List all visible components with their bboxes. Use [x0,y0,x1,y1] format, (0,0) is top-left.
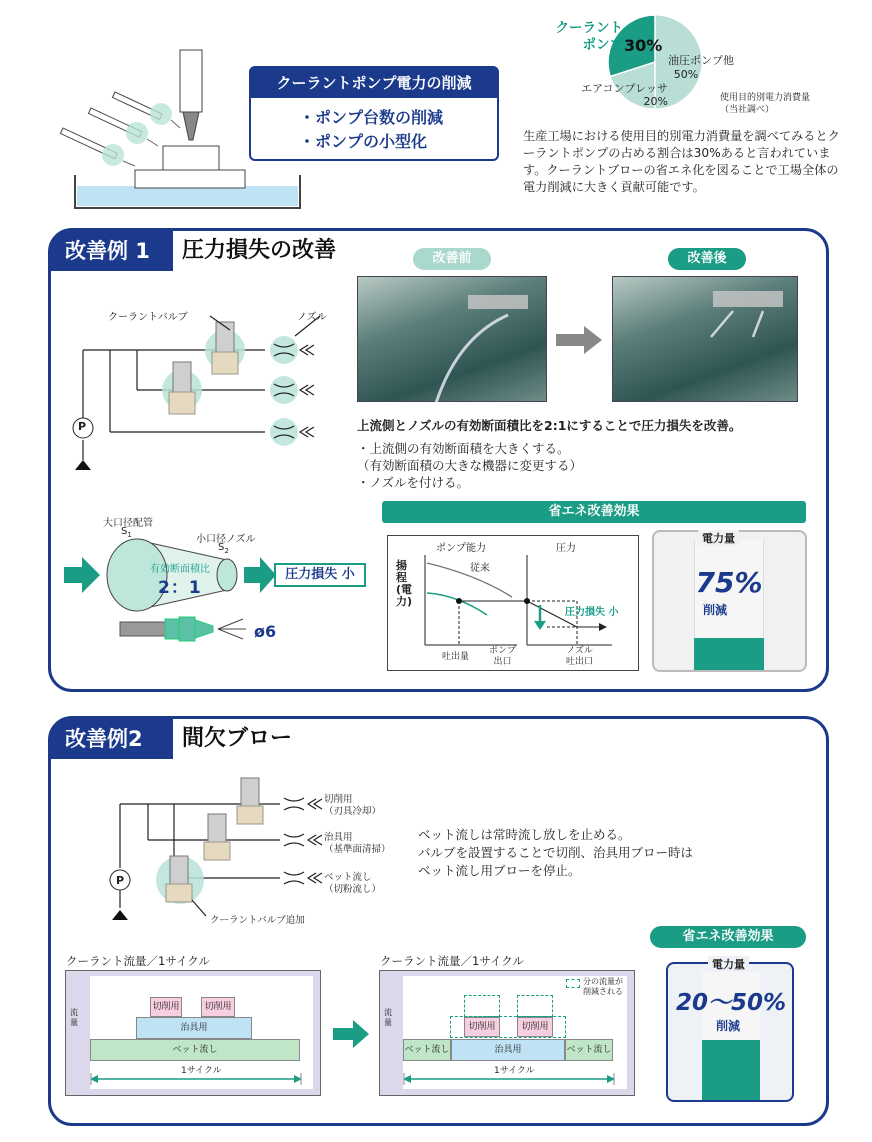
graph-pressure-loss: 圧力損失 小 [565,607,619,618]
bullet-1: ・上流側の有効断面積を大きくする。 [357,441,570,456]
callout-box [249,66,499,161]
blk-bed-1: ベット流し [90,1039,300,1061]
cycle-label-1: 1サイクル [178,1063,225,1076]
chart-right-ylabel: 流量 [384,1008,392,1027]
graph-pump-capacity: ポンプ能力 [436,543,486,554]
nozzle-drawing [118,612,258,648]
reduced-area-2 [517,995,553,1017]
out1-label-1: 切削用 [324,794,353,805]
arrow-right-icon [556,326,602,354]
pie-label-hydraulic: 油圧ポンプ他 [668,54,734,67]
pie-label-coolant-1: クーラント [555,20,623,36]
desc-2: バルブを設置することで切削、治具用ブロー時は [418,845,694,860]
chart-left-ylabel: 流量 [70,1008,78,1027]
s1-sub: 1 [127,531,132,539]
callout-item-1: ・ポンプ台数の削減 [299,108,444,127]
blk-bed-2: ベット流し [403,1039,451,1061]
pie-label-hydraulic-pct: 50% [673,68,699,81]
graph-ylabel: 揚程(電力) [396,559,413,608]
effect-title-1: 省エネ改善効果 [382,501,806,523]
desc-3: ベット流し用ブローを停止。 [418,863,581,878]
photo-after [612,276,798,402]
s2-sub: 2 [224,547,229,555]
graph-x2-1: ポンプ [489,646,517,656]
result-pressure-loss: 圧力損失 小 [274,563,366,587]
pie-label-coolant-2: ポンプ [582,37,623,53]
pump-symbol-2: P [116,874,125,887]
label-nozzle: ノズル [297,312,327,323]
legend-text-1: 分の流量が [583,977,623,986]
bullet-2: （有効断面積の大きな機器に変更する） [357,458,583,473]
diameter-label: ø6 [254,622,277,641]
pie-caption-1: 使用目的別電力消費量 [720,93,811,103]
photo-before [357,276,547,402]
pump-symbol-1: P [78,420,87,433]
chart-left-title: クーラント流量／1サイクル [66,954,210,968]
circuit-diagram-1 [60,300,350,475]
blk-jig-1: 治具用 [136,1017,252,1039]
graph-x3-1: ノズル [566,646,593,656]
power-label-2: 電力量 [708,956,749,972]
pie-label-compressor: エアコンプレッサ [581,82,668,95]
label-coolant-valve: クーラントバルブ [108,312,188,323]
desc-1: ベット流しは常時流し放しを止める。 [418,827,631,842]
out1-label-2: （刃具冷却） [324,806,382,817]
reduced-area-1 [464,995,500,1017]
power-value-1: 75% [695,566,763,599]
callout-title: クーラントポンプ電力の削減 [251,68,497,98]
pie-label-compressor-pct: 20% [643,95,668,108]
section-1-headline: 上流側とノズルの有効断面積比を2:1にすることで圧力損失を改善。 [357,418,742,433]
blk-cut-1: 切削用 [150,997,182,1017]
label-large-pipe: 大口径配管 [103,518,153,529]
power-value-2: 20～50% [675,990,787,1016]
before-label: 改善前 [413,248,491,270]
power-gauge-2-fill [702,1040,760,1100]
label-small-nozzle: 小口径ノズル [196,534,256,545]
section-2-tab: 改善例2 [51,719,173,759]
chart-right-title: クーラント流量／1サイクル [380,954,524,968]
circuit-diagram-2 [100,768,330,928]
s2-label: S [218,542,225,553]
pie-caption-2: （当社調べ） [720,105,775,115]
effect-title-2: 省エネ改善効果 [650,926,806,948]
graph-x2-2: 出口 [493,657,512,667]
graph-x3-2: 吐出口 [566,657,594,667]
power-reduction-1: 削減 [703,603,728,617]
bullet-3: ・ノズルを付ける。 [357,475,470,490]
intro-text: 生産工場における使用目的別電力消費量を調べてみるとクーラントポンプの占める割合は30%あると言われています。クーラントブローの省エネ化を図ることで工場全体の電力削減に大きく貢献可能です。 [523,129,840,194]
s1-label: S [121,526,128,537]
cycle-label-2: 1サイクル [491,1063,538,1076]
valve-added-label: クーラントバルブ追加 [210,915,305,926]
out3-label-2: （切粉流し） [324,884,382,895]
ratio-value: 2：1 [158,578,202,598]
blk-bed-3: ベット流し [565,1039,613,1061]
out2-label-2: （基準面清掃） [324,844,391,855]
graph-conventional: 従来 [470,563,490,574]
graph-pressure: 圧力 [556,543,576,554]
section-1-title: 圧力損失の改善 [182,238,337,263]
blk-cut-3: 切削用 [464,1017,500,1037]
power-label-1: 電力量 [698,530,739,546]
power-reduction-2: 削減 [716,1019,741,1033]
section-1-tab: 改善例 1 [51,231,173,271]
pie-label-coolant-pct: 30% [624,36,663,55]
blk-cut-2: 切削用 [201,997,235,1017]
ratio-label: 有効断面積比 [150,564,210,575]
blk-jig-2: 治具用 [451,1039,565,1061]
section-2-title: 間欠ブロー [182,726,293,751]
arrow-right-icon-2 [333,1020,369,1048]
out3-label-1: ベット流し [324,872,372,883]
legend-dashed-box [566,979,580,988]
callout-item-2: ・ポンプの小型化 [299,132,428,151]
power-gauge-1-fill [694,638,764,670]
out2-label-1: 治具用 [324,832,353,843]
blk-cut-4: 切削用 [517,1017,553,1037]
legend-text-2: 削減される [583,987,623,996]
after-label: 改善後 [668,248,746,270]
graph-x1: 吐出量 [442,652,470,662]
